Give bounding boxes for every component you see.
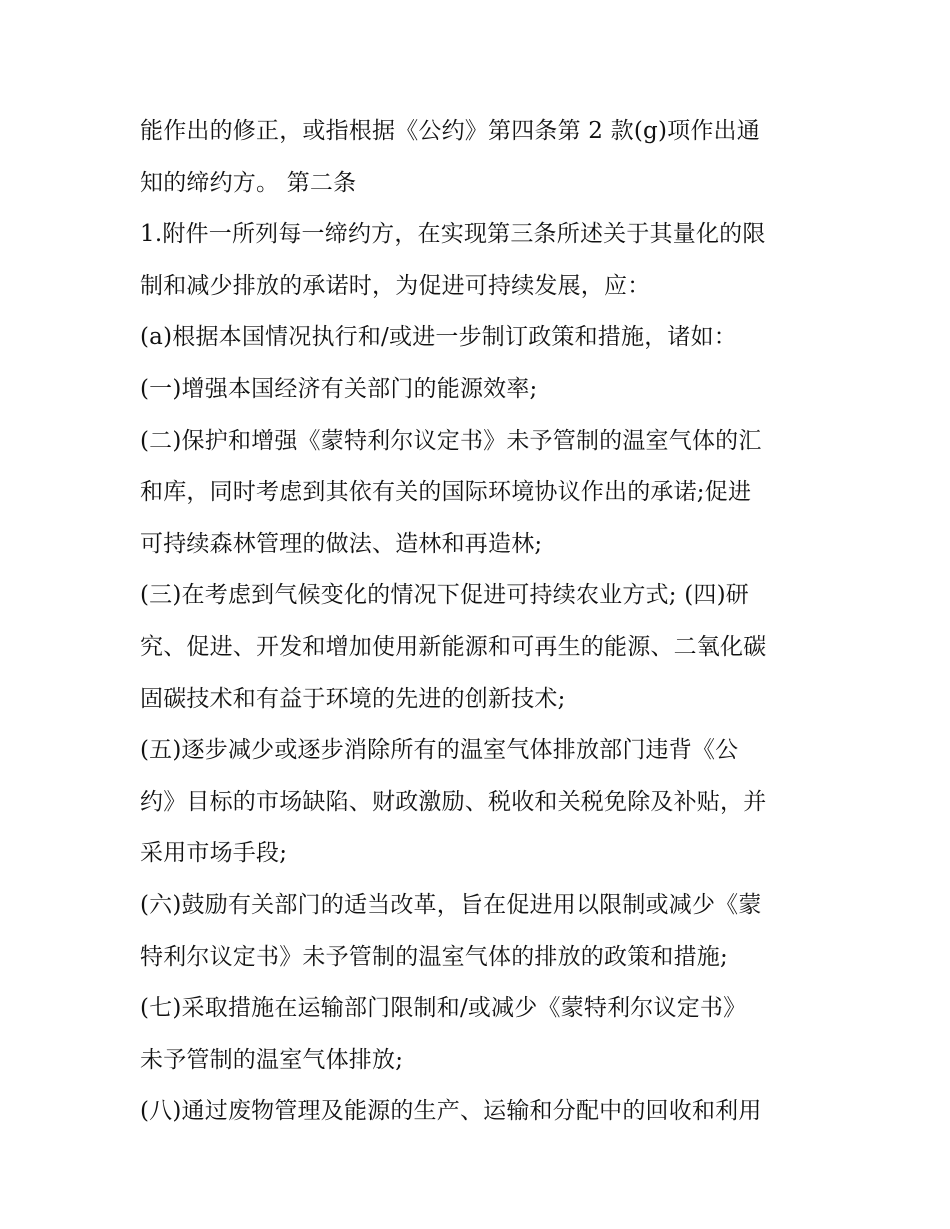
text-line: 固碳技术和有益于环境的先进的创新技术; [140, 685, 566, 712]
text-line: 未予管制的温室气体排放; [140, 1046, 404, 1073]
text-line: 究、促进、开发和增加使用新能源和可再生的能源、二氧化碳 [140, 633, 767, 660]
text-line: 知的缔约方。 第二条 [140, 169, 357, 196]
text-line: (二)保护和增强《蒙特利尔议定书》未予管制的温室气体的汇 [140, 427, 762, 454]
text-line: (七)采取措施在运输部门限制和/或减少《蒙特利尔议定书》 [140, 995, 747, 1022]
document-body [140, 106, 820, 1138]
text-line: 采用市场手段; [140, 840, 288, 867]
text-line: (六)鼓励有关部门的适当改革，旨在促进用以限制或减少《蒙 [140, 891, 762, 918]
text-line: 和库，同时考虑到其依有关的国际环境协议作出的承诺;促进 [140, 479, 752, 506]
text-line: 能作出的修正，或指根据《公约》第四条第 2 款(g)项作出通 [140, 118, 760, 144]
text-line: (五)逐步减少或逐步消除所有的温室气体排放部门违背《公 [140, 737, 739, 764]
text-line: (一)增强本国经济有关部门的能源效率; [140, 375, 538, 402]
text-line: 约》目标的市场缺陷、财政激励、税收和关税免除及补贴，并 [140, 788, 767, 815]
text-line: (三)在考虑到气候变化的情况下促进可持续农业方式; (四)研 [140, 582, 749, 609]
text-line: 特利尔议定书》未予管制的温室气体的排放的政策和措施; [140, 943, 728, 970]
text-line: 制和减少排放的承诺时，为促进可持续发展，应： [140, 272, 651, 299]
text-line: 1.附件一所列每一缔约方，在实现第三条所述关于其量化的限 [140, 221, 766, 248]
text-line: (八)通过废物管理及能源的生产、运输和分配中的回收和利用 [140, 1098, 762, 1125]
text-line: 可持续森林管理的做法、造林和再造林; [140, 530, 543, 557]
text-line: (a)根据本国情况执行和/或进一步制订政策和措施，诸如： [140, 324, 738, 351]
